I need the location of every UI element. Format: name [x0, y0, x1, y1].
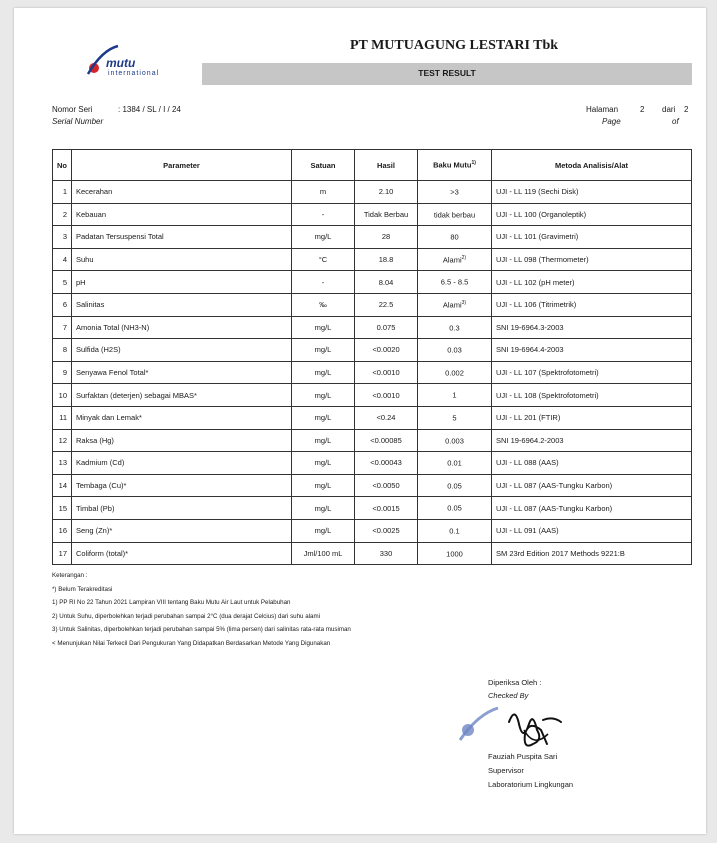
row-method: UJI - LL 119 (Sechi Disk) — [492, 181, 692, 204]
page-current: 2 — [640, 105, 645, 114]
row-standard: 0.05 — [418, 497, 492, 520]
table-row — [53, 542, 692, 565]
table-row — [53, 429, 692, 452]
table-row — [53, 384, 692, 407]
table-row — [53, 406, 692, 429]
row-method: UJI - LL 087 (AAS-Tungku Karbon) — [492, 474, 692, 497]
signatory-name: Fauziah Puspita Sari — [488, 752, 558, 761]
serial-label: Nomor Seri — [52, 105, 93, 114]
table-row — [53, 203, 692, 226]
row-parameter: Kadmium (Cd) — [72, 452, 292, 475]
footnotes — [52, 569, 351, 651]
row-result: <0.0050 — [355, 474, 418, 497]
row-parameter: Minyak dan Lemak* — [72, 406, 292, 429]
footnote-item: 3) Untuk Salinitas, diperbolehkan terjadi perubahan sampai 5% (lima persen) dari salinitas rata-rata musiman — [52, 626, 351, 634]
footnote-item: 2) Untuk Suhu, diperbolehkan terjadi perubahan sampai 2°C (dua derajat Celcius) dari suhu alami — [52, 612, 321, 620]
row-parameter: Timbal (Pb) — [72, 497, 292, 520]
row-result: <0.0020 — [355, 339, 418, 362]
signatory-position: Supervisor — [488, 766, 524, 775]
page-of-en: of — [672, 117, 679, 126]
row-parameter: pH — [72, 271, 292, 294]
row-standard: 6.5 - 8.5 — [418, 271, 492, 294]
row-no: 2 — [53, 203, 72, 226]
row-parameter: Raksa (Hg) — [72, 429, 292, 452]
document-page — [14, 8, 706, 834]
row-result: 18.8 — [355, 248, 418, 271]
row-method: UJI - LL 091 (AAS) — [492, 519, 692, 542]
row-standard: 0.3 — [418, 316, 492, 339]
table-row — [53, 339, 692, 362]
logo-text: mutu — [106, 56, 136, 70]
row-result: 330 — [355, 542, 418, 565]
row-standard: tidak berbau — [418, 203, 492, 226]
row-result: 0.075 — [355, 316, 418, 339]
test-result-table — [52, 149, 692, 565]
table-row — [53, 497, 692, 520]
signatory-block — [488, 750, 573, 792]
row-no: 11 — [53, 406, 72, 429]
logo-subtext: international — [108, 70, 160, 77]
row-parameter: Surfaktan (deterjen) sebagai MBAS* — [72, 384, 292, 407]
row-parameter: Suhu — [72, 248, 292, 271]
row-unit: m — [292, 181, 355, 204]
row-standard: Alami$^{2)}$ — [418, 248, 492, 271]
table-row — [53, 226, 692, 249]
row-unit: - — [292, 203, 355, 226]
row-result: 2.10 — [355, 181, 418, 204]
col-header-unit: Satuan — [292, 150, 355, 181]
row-parameter: Senyawa Fenol Total* — [72, 361, 292, 384]
row-no: 8 — [53, 339, 72, 362]
footnote-item: 1) PP RI No 22 Tahun 2021 Lampiran VIII tentang Baku Mutu Air Laut untuk Pelabuhan — [52, 599, 291, 607]
row-no: 1 — [53, 181, 72, 204]
row-parameter: Kebauan — [72, 203, 292, 226]
serial-label-en: Serial Number — [52, 117, 104, 126]
row-parameter: Coliform (total)* — [72, 542, 292, 565]
row-no: 14 — [53, 474, 72, 497]
row-standard: 0.002 — [418, 361, 492, 384]
row-no: 17 — [53, 542, 72, 565]
row-standard: 80 — [418, 226, 492, 249]
row-parameter: Padatan Tersuspensi Total — [72, 226, 292, 249]
col-header-method: Metoda Analisis/Alat — [492, 150, 692, 181]
page-of: dari — [662, 105, 676, 114]
row-no: 7 — [53, 316, 72, 339]
row-parameter: Tembaga (Cu)* — [72, 474, 292, 497]
row-unit: mg/L — [292, 226, 355, 249]
row-standard: 0.01 — [418, 452, 492, 475]
row-standard: 0.1 — [418, 519, 492, 542]
page-label-en: Page — [602, 117, 621, 126]
row-no: 13 — [53, 452, 72, 475]
row-result: <0.00085 — [355, 429, 418, 452]
table-header-row — [53, 150, 692, 181]
checked-label: Diperiksa Oleh : — [488, 678, 542, 687]
col-header-result: Hasil — [355, 150, 418, 181]
footnote-title: Keterangan : — [52, 572, 88, 579]
row-parameter: Seng (Zn)* — [72, 519, 292, 542]
footnote-item: *) Belum Terakreditasi — [52, 585, 113, 593]
table-row — [53, 474, 692, 497]
page-total: 2 — [684, 105, 689, 114]
row-parameter: Salinitas — [72, 293, 292, 316]
row-result: 8.04 — [355, 271, 418, 294]
table-row — [53, 452, 692, 475]
row-unit: Jml/100 mL — [292, 542, 355, 565]
row-unit: mg/L — [292, 339, 355, 362]
row-standard: 1 — [418, 384, 492, 407]
row-no: 5 — [53, 271, 72, 294]
page-number-block — [586, 104, 696, 128]
row-unit: ‰ — [292, 293, 355, 316]
checked-label-en: Checked By — [488, 691, 529, 700]
row-method: SNI 19-6964.2-2003 — [492, 429, 692, 452]
mutu-logo — [84, 44, 194, 88]
serial-value: : 1384 / SL / I / 24 — [118, 105, 181, 114]
row-no: 3 — [53, 226, 72, 249]
row-no: 10 — [53, 384, 72, 407]
row-result: <0.00043 — [355, 452, 418, 475]
row-standard: 0.003 — [418, 429, 492, 452]
row-method: SM 23rd Edition 2017 Methods 9221:B — [492, 542, 692, 565]
company-name: PT MUTUAGUNG LESTARI Tbk — [349, 38, 559, 53]
table-row — [53, 316, 692, 339]
row-standard: 0.05 — [418, 474, 492, 497]
row-unit: mg/L — [292, 497, 355, 520]
row-no: 15 — [53, 497, 72, 520]
row-unit: mg/L — [292, 406, 355, 429]
row-unit: - — [292, 271, 355, 294]
row-method: UJI - LL 088 (AAS) — [492, 452, 692, 475]
row-method: UJI - LL 106 (Titrimetrik) — [492, 293, 692, 316]
row-result: Tidak Berbau — [355, 203, 418, 226]
row-parameter: Amonia Total (NH3-N) — [72, 316, 292, 339]
row-method: UJI - LL 108 (Spektrofotometri) — [492, 384, 692, 407]
row-standard: >3 — [418, 181, 492, 204]
row-method: UJI - LL 101 (Gravimetri) — [492, 226, 692, 249]
checked-by-block — [488, 676, 541, 702]
row-result: <0.24 — [355, 406, 418, 429]
table-row — [53, 248, 692, 271]
table-row — [53, 271, 692, 294]
col-header-standard: Baku Mutu$^{1)}$ — [418, 150, 492, 181]
row-method: SNI 19-6964.3-2003 — [492, 316, 692, 339]
col-header-no: No — [53, 150, 72, 181]
row-result: 22.5 — [355, 293, 418, 316]
table-row — [53, 293, 692, 316]
report-title-bar — [202, 63, 692, 85]
row-method: UJI - LL 201 (FTIR) — [492, 406, 692, 429]
table-row — [53, 361, 692, 384]
row-result: <0.0025 — [355, 519, 418, 542]
row-result: <0.0015 — [355, 497, 418, 520]
row-unit: mg/L — [292, 474, 355, 497]
row-method: UJI - LL 087 (AAS-Tungku Karbon) — [492, 497, 692, 520]
row-unit: mg/L — [292, 316, 355, 339]
row-method: UJI - LL 098 (Thermometer) — [492, 248, 692, 271]
row-no: 6 — [53, 293, 72, 316]
row-method: UJI - LL 102 (pH meter) — [492, 271, 692, 294]
row-result: <0.0010 — [355, 384, 418, 407]
footnote-item: < Menunjukan Nilai Terkecil Dari Pengukuran Yang Didapatkan Berdasarkan Metode Yang Digunakan — [52, 639, 331, 647]
row-no: 12 — [53, 429, 72, 452]
report-title: TEST RESULT — [418, 68, 476, 78]
signatory-department: Laboratorium Lingkungan — [488, 780, 574, 789]
row-unit: mg/L — [292, 429, 355, 452]
row-unit: mg/L — [292, 452, 355, 475]
row-no: 16 — [53, 519, 72, 542]
row-standard: 0.03 — [418, 339, 492, 362]
row-standard: Alami$^{3)}$ — [418, 293, 492, 316]
row-standard: 5 — [418, 406, 492, 429]
row-unit: °C — [292, 248, 355, 271]
row-method: UJI - LL 100 (Organoleptik) — [492, 203, 692, 226]
row-method: SNI 19-6964.4-2003 — [492, 339, 692, 362]
row-unit: mg/L — [292, 361, 355, 384]
row-unit: mg/L — [292, 519, 355, 542]
table-row — [53, 181, 692, 204]
row-parameter: Sulfida (H2S) — [72, 339, 292, 362]
row-standard: 1000 — [418, 542, 492, 565]
row-method: UJI - LL 107 (Spektrofotometri) — [492, 361, 692, 384]
page-label: Halaman — [586, 105, 619, 114]
col-header-parameter: Parameter — [72, 150, 292, 181]
row-unit: mg/L — [292, 384, 355, 407]
table-row — [53, 519, 692, 542]
serial-number-block — [52, 104, 181, 128]
row-no: 9 — [53, 361, 72, 384]
row-result: 28 — [355, 226, 418, 249]
row-no: 4 — [53, 248, 72, 271]
row-result: <0.0010 — [355, 361, 418, 384]
row-parameter: Kecerahan — [72, 181, 292, 204]
